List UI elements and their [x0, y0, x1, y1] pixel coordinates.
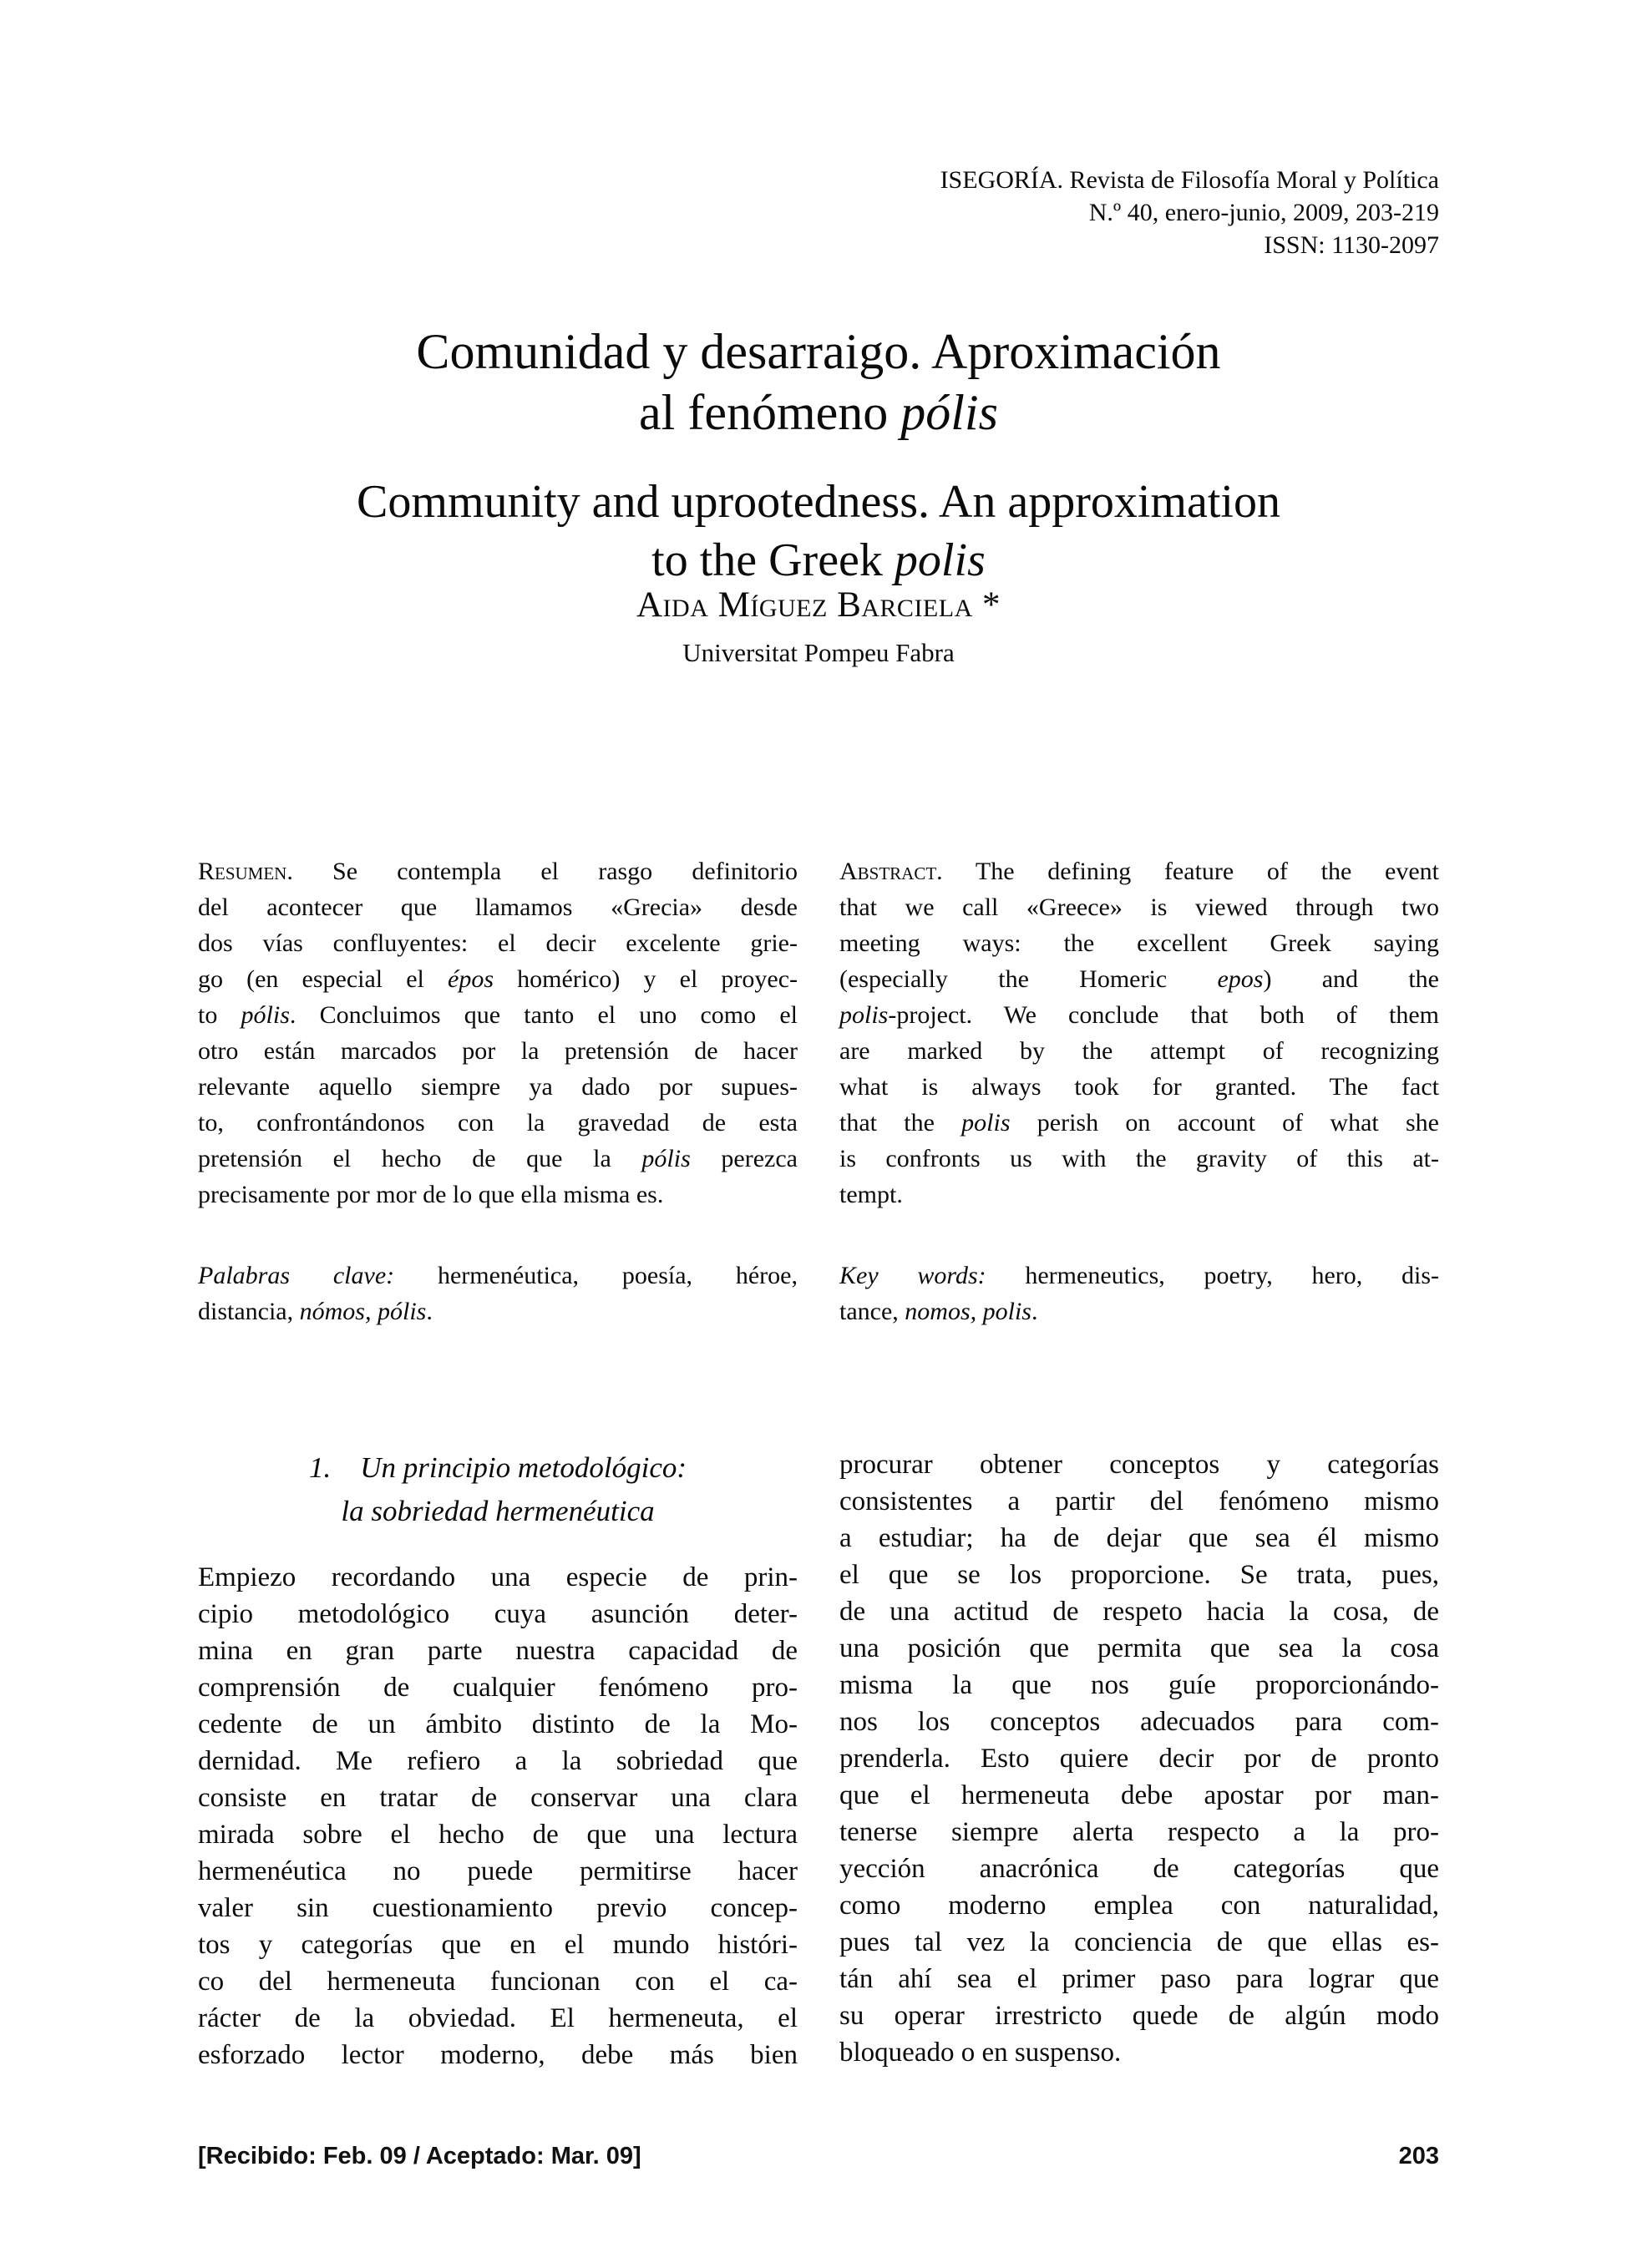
- text-line: mina en gran parte nuestra capacidad de: [198, 1636, 798, 1666]
- text-line: tán ahí sea el primer paso para lograr que: [839, 1964, 1439, 1994]
- section-heading: [198, 1446, 798, 1533]
- text-line: is confronts us with the gravity of this at-: [839, 1145, 1439, 1172]
- body-left-column: [198, 1446, 798, 2073]
- text-line: what is always took for granted. The fact: [839, 1073, 1439, 1101]
- text-line: que el hermeneuta debe apostar por man-: [839, 1780, 1439, 1810]
- body-section: [198, 1446, 1439, 2073]
- text-line: del acontecer que llamamos «Grecia» desde: [198, 894, 798, 921]
- text-line: como moderno emplea con naturalidad,: [839, 1891, 1439, 1921]
- journal-header: [198, 164, 1439, 261]
- text-line: Key words: hermeneutics, poetry, hero, dis-: [839, 1262, 1439, 1289]
- text-line: cedente de un ámbito distinto de la Mo-: [198, 1709, 798, 1739]
- text-line: Abstract. The defining feature of the event: [839, 858, 1439, 885]
- text-line: hermenéutica no puede permitirse hacer: [198, 1856, 798, 1886]
- page-number: 203: [1398, 2143, 1439, 2169]
- journal-title: ISEGORÍA. Revista de Filosofía Moral y Política: [940, 166, 1439, 194]
- text-line: (especially the Homeric epos) and the: [839, 965, 1439, 993]
- text-line: al fenómeno pólis: [639, 385, 998, 440]
- text-line: co del hermeneuta funcionan con el ca-: [198, 1967, 798, 1997]
- text-line: that the polis perish on account of what she: [839, 1109, 1439, 1137]
- text-line: misma la que nos guíe proporcionándo-: [839, 1670, 1439, 1700]
- text-line: de una actitud de respeto hacia la cosa, de: [839, 1597, 1439, 1627]
- author-name: Aida Míguez Barciela *: [636, 585, 1001, 625]
- article-title-english: [198, 473, 1439, 590]
- abstract-english-column: [839, 853, 1439, 1329]
- journal-issn: ISSN: 1130-2097: [1264, 231, 1439, 259]
- body-left-paragraph: [198, 1559, 798, 2073]
- text-line: tenerse siempre alerta respecto a la pro-: [839, 1817, 1439, 1847]
- text-line: polis-project. We conclude that both of them: [839, 1001, 1439, 1029]
- text-line: el que se los proporcione. Se trata, pues,: [839, 1560, 1439, 1590]
- text-line: precisamente por mor de lo que ella misma es.: [198, 1181, 664, 1208]
- text-line: la sobriedad hermenéutica: [341, 1495, 655, 1527]
- author-affiliation: Universitat Pompeu Fabra: [682, 638, 955, 667]
- text-line: comprensión de cualquier fenómeno pro-: [198, 1673, 798, 1703]
- article-title-spanish: [198, 321, 1439, 443]
- text-line: Empiezo recordando una especie de prin-: [198, 1562, 798, 1592]
- abstract-spanish: [198, 853, 798, 1212]
- text-line: bloqueado o en suspenso.: [839, 2038, 1122, 2068]
- keywords-english: [839, 1258, 1439, 1329]
- text-line: that we call «Greece» is viewed through two: [839, 894, 1439, 921]
- text-line: relevante aquello siempre ya dado por supues-: [198, 1073, 798, 1101]
- text-line: Palabras clave: hermenéutica, poesía, héroe,: [198, 1262, 798, 1289]
- text-line: dernidad. Me refiero a la sobriedad que: [198, 1746, 798, 1776]
- text-line: su operar irrestricto quede de algún modo: [839, 2001, 1439, 2031]
- text-line: cipio metodológico cuya asunción deter-: [198, 1599, 798, 1629]
- text-line: yección anacrónica de categorías que: [839, 1854, 1439, 1884]
- text-line: 1. Un principio metodológico:: [308, 1451, 687, 1484]
- text-line: tempt.: [839, 1181, 903, 1208]
- body-right-paragraph: [839, 1446, 1439, 2071]
- text-line: to the Greek polis: [651, 534, 986, 586]
- body-right-column: [839, 1446, 1439, 2073]
- text-line: dos vías confluyentes: el decir excelente grie-: [198, 929, 798, 957]
- text-line: tos y categorías que en el mundo históri-: [198, 1930, 798, 1960]
- text-line: a estudiar; ha de dejar que sea él mismo: [839, 1523, 1439, 1553]
- text-line: to, confrontándonos con la gravedad de esta: [198, 1109, 798, 1137]
- text-line: Community and uprootedness. An approximation: [357, 476, 1280, 528]
- text-line: esforzado lector moderno, debe más bien: [198, 2040, 798, 2070]
- text-line: prenderla. Esto quiere decir por de pronto: [839, 1744, 1439, 1774]
- text-line: consiste en tratar de conservar una clara: [198, 1783, 798, 1813]
- text-line: procurar obtener conceptos y categorías: [839, 1450, 1439, 1480]
- page-footer: [198, 2143, 1439, 2170]
- text-line: go (en especial el épos homérico) y el proyec-: [198, 965, 798, 993]
- text-line: tance, nomos, polis.: [839, 1298, 1038, 1325]
- received-accepted-note: [Recibido: Feb. 09 / Aceptado: Mar. 09]: [198, 2143, 641, 2169]
- text-line: meeting ways: the excellent Greek saying: [839, 929, 1439, 957]
- journal-issue-line: N.º 40, enero-junio, 2009, 203-219: [1088, 199, 1439, 226]
- text-line: mirada sobre el hecho de que una lectura: [198, 1820, 798, 1850]
- abstract-english: [839, 853, 1439, 1212]
- abstract-section: [198, 853, 1439, 1329]
- text-line: Comunidad y desarraigo. Aproximación: [416, 324, 1221, 379]
- text-line: una posición que permita que sea la cosa: [839, 1633, 1439, 1663]
- abstract-spanish-column: [198, 853, 798, 1329]
- text-line: valer sin cuestionamiento previo concep-: [198, 1893, 798, 1923]
- text-line: Resumen. Se contempla el rasgo definitorio: [198, 858, 798, 885]
- text-line: pretensión el hecho de que la pólis perezca: [198, 1145, 798, 1172]
- text-line: distancia, nómos, pólis.: [198, 1298, 433, 1325]
- text-line: consistentes a partir del fenómeno mismo: [839, 1486, 1439, 1516]
- text-line: nos los conceptos adecuados para com-: [839, 1707, 1439, 1737]
- keywords-spanish: [198, 1258, 798, 1329]
- text-line: rácter de la obviedad. El hermeneuta, el: [198, 2003, 798, 2033]
- text-line: are marked by the attempt of recognizing: [839, 1037, 1439, 1065]
- text-line: to pólis. Concluimos que tanto el uno como el: [198, 1001, 798, 1029]
- text-line: otro están marcados por la pretensión de hacer: [198, 1037, 798, 1065]
- text-line: pues tal vez la conciencia de que ellas es-: [839, 1927, 1439, 1957]
